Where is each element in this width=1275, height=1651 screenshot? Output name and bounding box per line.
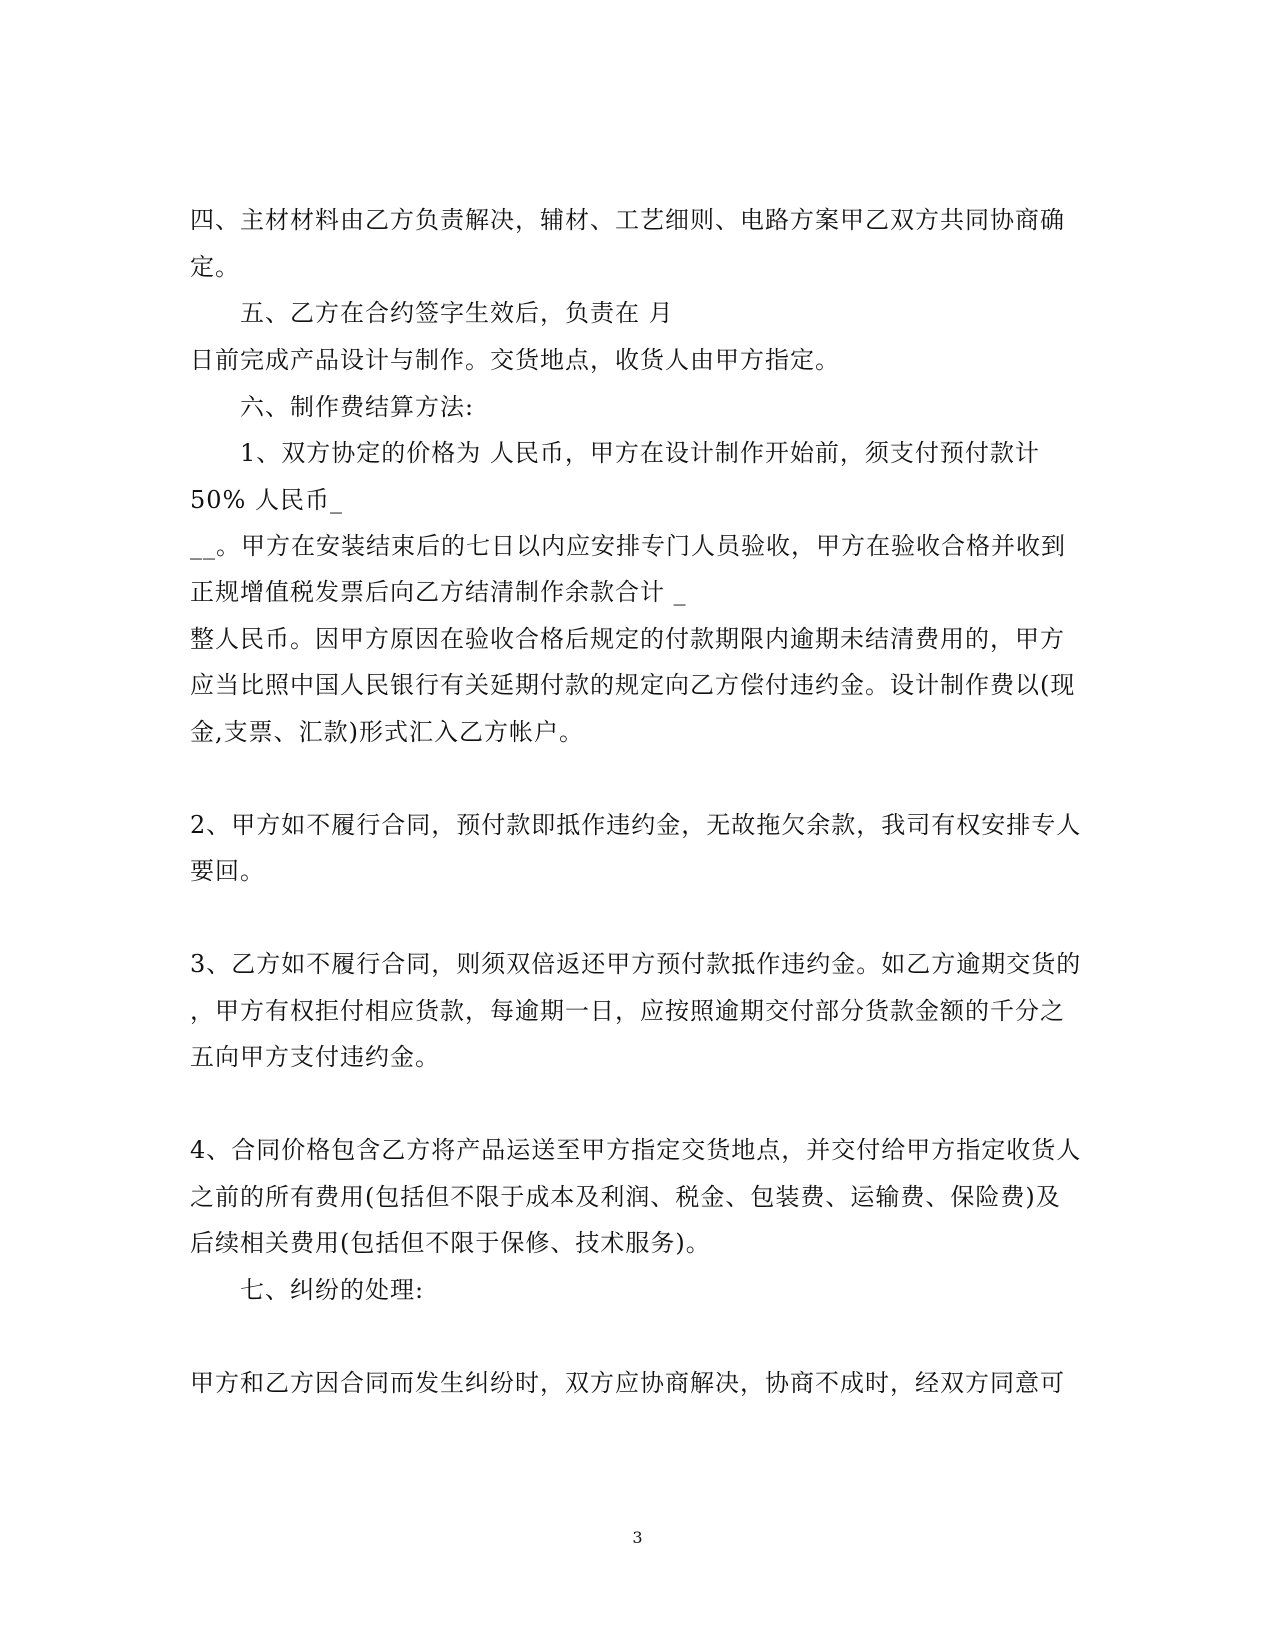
text-line: 正规增值税发票后向乙方结清制作余款合计 _ bbox=[190, 578, 687, 606]
text-line: 六、制作费结算方法: bbox=[240, 393, 475, 421]
text-line: 五、乙方在合约签字生效后，负责在 月 bbox=[240, 299, 674, 327]
text-line: ，甲方有权拒付相应货款，每逾期一日，应按照逾期交付部分货款金额的千分之 bbox=[190, 997, 1065, 1025]
text-line: 3、乙方如不履行合同，则须双倍返还甲方预付款抵作违约金。如乙方逾期交货的 bbox=[190, 950, 1082, 978]
text-line: 50% 人民币_ bbox=[190, 486, 343, 514]
text-line: 后续相关费用(包括但不限于保修、技术服务)。 bbox=[190, 1229, 711, 1257]
text-line: 甲方和乙方因合同而发生纠纷时，双方应协商解决，协商不成时，经双方同意可 bbox=[190, 1369, 1065, 1397]
text-line: 1、双方协定的价格为 人民币，甲方在设计制作开始前，须支付预付款计 bbox=[240, 439, 1040, 467]
text-line: 整人民币。因甲方原因在验收合格后规定的付款期限内逾期未结清费用的，甲方 bbox=[190, 625, 1065, 653]
text-line: 日前完成产品设计与制作。交货地点，收货人由甲方指定。 bbox=[190, 346, 840, 374]
text-line: 四、主材材料由乙方负责解决，辅材、工艺细则、电路方案甲乙双方共同协商确 bbox=[190, 206, 1065, 234]
text-line: 要回。 bbox=[190, 857, 265, 885]
text-line: 应当比照中国人民银行有关延期付款的规定向乙方偿付违约金。设计制作费以(现 bbox=[190, 671, 1076, 699]
page-number: 3 bbox=[632, 1528, 643, 1547]
text-line: 七、纠纷的处理: bbox=[240, 1276, 425, 1304]
text-line: 4、合同价格包含乙方将产品运送至甲方指定交货地点，并交付给甲方指定收货人 bbox=[190, 1136, 1082, 1164]
text-line: 金,支票、汇款)形式汇入乙方帐户。 bbox=[190, 718, 584, 746]
text-line: 定。 bbox=[190, 253, 240, 281]
text-line: 2、甲方如不履行合同，预付款即抵作违约金，无故拖欠余款，我司有权安排专人 bbox=[190, 811, 1082, 839]
text-line: __。甲方在安装结束后的七日以内应安排专门人员验收，甲方在验收合格并收到 bbox=[190, 532, 1066, 560]
text-line: 五向甲方支付违约金。 bbox=[190, 1043, 440, 1071]
text-line: 之前的所有费用(包括但不限于成本及利润、税金、包装费、运输费、保险费)及 bbox=[190, 1183, 1061, 1211]
